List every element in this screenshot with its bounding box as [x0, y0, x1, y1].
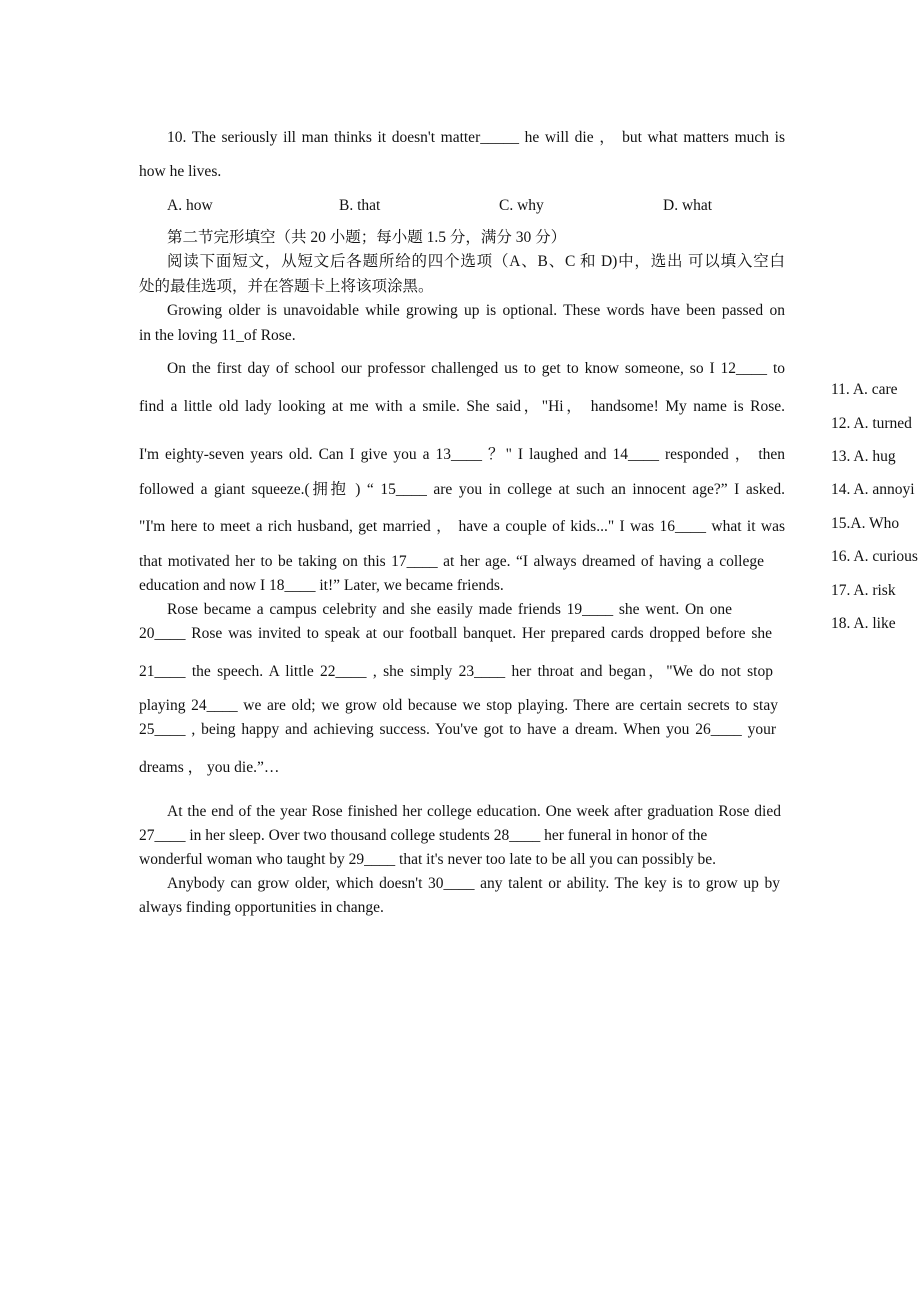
q10-line-1: 10. The seriously ill man thinks it doesn't matter_____ he will die ， but what matters much is	[167, 129, 785, 146]
section-title: 第二节完形填空（共 20 小题；每小题 1.5 分，满分 30 分）	[167, 229, 567, 246]
passage-line: 27____ in her sleep. Over two thousand college students 28____ her funeral in honor of the	[139, 827, 708, 844]
option-12: 12. A. turned	[831, 415, 912, 432]
passage-line: dreams ， you die.”…	[139, 759, 280, 776]
passage-line: wonderful woman who taught by 29____ that it's never too late to be all you can possibly be.	[139, 851, 717, 868]
passage-line: always finding opportunities in change.	[139, 899, 384, 916]
passage-line: 25____ , being happy and achieving success. You've got to have a dream. When you 26____ your	[139, 721, 776, 738]
option-18: 18. A. like	[831, 615, 896, 632]
passage-line: that motivated her to be taking on this 17____ at her age. “I always dreamed of having a college	[139, 553, 764, 570]
passage-line: Growing older is unavoidable while growing up is optional. These words have been passed on	[167, 302, 785, 319]
passage-line: in the loving 11_of Rose.	[139, 327, 296, 344]
passage-line: On the first day of school our professor challenged us to get to know someone, so I 12____ to	[167, 360, 785, 377]
q10-option-b: B. that	[339, 197, 381, 214]
passage-line: I'm eighty-seven years old. Can I give you a 13____ ？" I laughed and 14____ responded ， then	[139, 446, 785, 463]
option-14: 14. A. annoyi	[831, 481, 915, 498]
passage-line: 21____ the speech. A little 22____ , she simply 23____ her throat and began，"We do not stop	[139, 663, 773, 680]
passage-line: Rose became a campus celebrity and she easily made friends 19____ she went. On one	[167, 601, 732, 618]
option-17: 17. A. risk	[831, 582, 896, 599]
q10-option-d: D. what	[663, 197, 713, 214]
q10-option-a: A. how	[167, 197, 213, 214]
passage-line: 20____ Rose was invited to speak at our football banquet. Her prepared cards dropped before she	[139, 625, 772, 642]
q10-option-c: C. why	[499, 197, 544, 214]
passage-line: At the end of the year Rose finished her college education. One week after graduation Rose died	[167, 803, 781, 820]
q10-line-2: how he lives.	[139, 163, 222, 180]
section-instructions-1: 阅读下面短文，从短文后各题所给的四个选项（A、B、C 和 D)中，选出 可以填入空白	[167, 253, 785, 270]
passage-line: education and now I 18____ it!” Later, we became friends.	[139, 577, 504, 594]
passage-line: Anybody can grow older, which doesn't 30____ any talent or ability. The key is to grow up by	[167, 875, 780, 892]
passage-line: playing 24____ we are old; we grow old because we stop playing. There are certain secrets to stay	[139, 697, 778, 714]
option-11: 11. A. care	[831, 381, 898, 398]
passage-line: find a little old lady looking at me with a smile. She said，"Hi， handsome! My name is Rose.	[139, 398, 785, 415]
passage-line: "I'm here to meet a rich husband, get married ， have a couple of kids..." I was 16____ what it was	[139, 518, 785, 535]
option-16: 16. A. curious	[831, 548, 918, 565]
section-instructions-2: 处的最佳选项，并在答题卡上将该项涂黑。	[139, 278, 434, 295]
option-13: 13. A. hug	[831, 448, 896, 465]
option-15: 15.A. Who	[831, 515, 900, 532]
passage-line: followed a giant squeeze.(拥抱 ) “ 15____ are you in college at such an innocent age?” I asked.	[139, 481, 785, 498]
